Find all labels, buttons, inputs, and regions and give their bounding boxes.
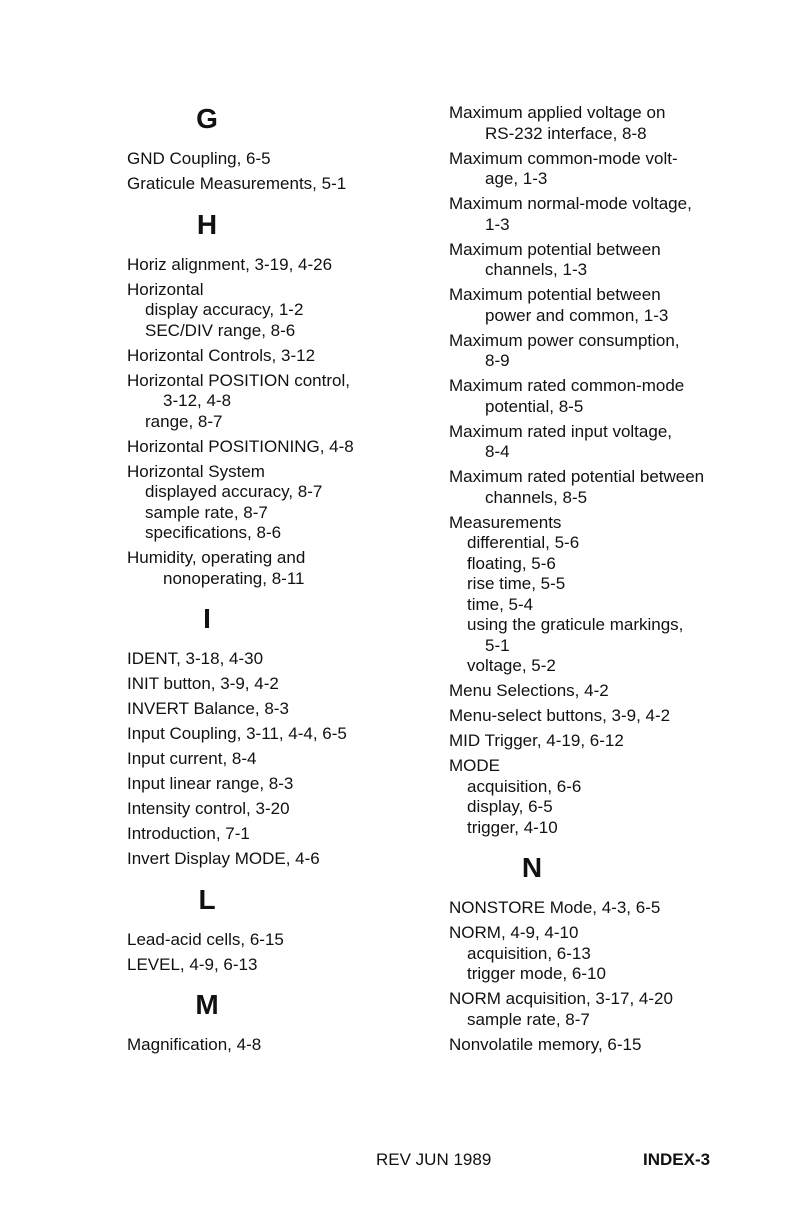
- index-term: Maximum potential between: [449, 239, 661, 259]
- index-subterm: age, 1-3: [485, 169, 548, 188]
- index-section: [127, 103, 417, 195]
- index-subterm: 1-3: [485, 214, 510, 234]
- index-term: Nonvolatile memory, 6-15: [449, 1034, 642, 1054]
- index-subterm: 5-1: [485, 635, 510, 655]
- index-term: Input linear range, 8-3: [127, 774, 294, 793]
- index-term: Intensity control, 3-20: [127, 799, 290, 818]
- index-entry: [449, 103, 749, 144]
- index-entry: [127, 699, 417, 720]
- index-term: Input Coupling, 3-11, 4-4, 6-5: [127, 724, 347, 743]
- index-section: [127, 989, 417, 1056]
- index-subterm: channels, 8-5: [485, 487, 588, 507]
- revision-date: REV JUN 1989: [376, 1150, 492, 1169]
- index-entry: [127, 774, 417, 795]
- index-entry: [449, 285, 749, 326]
- index-term: Horizontal System: [127, 461, 265, 481]
- index-term: INVERT Balance, 8-3: [127, 699, 289, 718]
- index-entry: [449, 898, 749, 919]
- index-entry: [449, 376, 749, 417]
- index-entry: [127, 149, 417, 170]
- index-term: MODE: [449, 756, 500, 775]
- index-term: Menu Selections, 4-2: [449, 681, 609, 700]
- index-entry: [127, 255, 417, 276]
- section-letter-heading: L: [198, 883, 216, 915]
- index-subterm: trigger, 4-10: [467, 817, 558, 837]
- index-term: NORM, 4-9, 4-10: [449, 923, 579, 942]
- index-subterm: display, 6-5: [467, 797, 553, 816]
- index-subterm: acquisition, 6-13: [467, 943, 591, 963]
- index-term: LEVEL, 4-9, 6-13: [127, 954, 258, 974]
- index-entry: [449, 731, 749, 752]
- index-subterm: acquisition, 6-6: [467, 776, 582, 796]
- index-subterm: time, 5-4: [467, 594, 534, 614]
- index-entry: [449, 194, 749, 235]
- section-letter-heading: G: [196, 103, 218, 134]
- index-subterm: power and common, 1-3: [485, 305, 669, 325]
- index-entry: [449, 331, 749, 372]
- index-entry: [127, 548, 417, 589]
- index-subterm: nonoperating, 8-11: [163, 568, 305, 588]
- index-entry: [127, 346, 417, 367]
- index-term: Input current, 8-4: [127, 749, 257, 768]
- index-term: Maximum power consumption,: [449, 330, 680, 350]
- index-subterm: range, 8-7: [145, 411, 223, 431]
- index-term: Magnification, 4-8: [127, 1035, 262, 1054]
- index-subterm: voltage, 5-2: [467, 656, 556, 675]
- index-entry: [449, 467, 749, 508]
- index-term: Horizontal Controls, 3-12: [127, 345, 316, 365]
- section-letter-heading: N: [521, 852, 543, 883]
- index-entry: [127, 1035, 417, 1056]
- index-entry: [127, 955, 417, 976]
- index-entry: [127, 799, 417, 820]
- index-term: Maximum rated common-mode: [449, 376, 685, 395]
- index-term: Maximum applied voltage on: [449, 103, 666, 122]
- index-entry: [449, 706, 749, 727]
- index-term: Maximum rated potential between: [449, 467, 705, 486]
- index-entry: [127, 930, 417, 951]
- index-subterm: SEC/DIV range, 8-6: [145, 320, 296, 340]
- index-subterm: 8-9: [485, 351, 510, 370]
- index-subterm: 3-12, 4-8: [163, 391, 232, 410]
- index-entry: [449, 422, 749, 463]
- index-term: Horizontal POSITIONING, 4-8: [127, 436, 354, 456]
- index-term: GND Coupling, 6-5: [127, 149, 271, 168]
- index-entry: [127, 849, 417, 870]
- index-subterm: specifications, 8-6: [145, 523, 282, 542]
- section-letter-heading: H: [196, 208, 218, 240]
- index-entry: [127, 174, 417, 195]
- index-entry: [127, 462, 417, 544]
- index-entry: [127, 824, 417, 845]
- index-term: Maximum common-mode volt-: [449, 148, 678, 168]
- index-entry: [127, 437, 417, 458]
- index-entry: [449, 149, 749, 190]
- index-term: INIT button, 3-9, 4-2: [127, 674, 279, 693]
- index-entry: [449, 756, 749, 838]
- index-column-right: [449, 103, 749, 1069]
- index-term: IDENT, 3-18, 4-30: [127, 649, 264, 668]
- index-subterm: using the graticule markings,: [467, 615, 684, 634]
- index-term: NONSTORE Mode, 4-3, 6-5: [449, 898, 661, 917]
- index-entry: [449, 1035, 749, 1056]
- section-letter-heading: I: [203, 603, 211, 634]
- index-subterm: channels, 1-3: [485, 260, 588, 279]
- index-term: Horizontal POSITION control,: [127, 370, 350, 390]
- index-term: MID Trigger, 4-19, 6-12: [449, 731, 624, 750]
- index-section: [449, 103, 749, 838]
- index-column-left: [127, 103, 417, 1070]
- index-term: Maximum rated input voltage,: [449, 421, 672, 441]
- index-entry: [127, 724, 417, 745]
- index-section: [127, 209, 417, 590]
- index-subterm: rise time, 5-5: [467, 574, 566, 593]
- index-entry: [127, 674, 417, 695]
- index-term: Maximum potential between: [449, 285, 661, 304]
- index-subterm: floating, 5-6: [467, 553, 556, 573]
- index-entry: [449, 923, 749, 985]
- index-term: Maximum normal-mode voltage,: [449, 194, 692, 213]
- index-subterm: RS-232 interface, 8-8: [485, 123, 647, 143]
- index-entry: [449, 513, 749, 677]
- index-entry: [449, 989, 749, 1030]
- index-subterm: trigger mode, 6-10: [467, 964, 606, 983]
- index-subterm: display accuracy, 1-2: [145, 300, 304, 319]
- index-term: Humidity, operating and: [127, 548, 306, 567]
- index-entry: [127, 280, 417, 342]
- index-term: Introduction, 7-1: [127, 824, 250, 843]
- index-term: Horiz alignment, 3-19, 4-26: [127, 254, 333, 274]
- index-subterm: 8-4: [485, 442, 510, 461]
- index-section: [127, 603, 417, 870]
- index-term: Invert Display MODE, 4-6: [127, 849, 320, 868]
- index-term: NORM acquisition, 3-17, 4-20: [449, 989, 673, 1008]
- index-entry: [449, 681, 749, 702]
- index-entry: [127, 749, 417, 770]
- page-number: INDEX-3: [643, 1150, 711, 1169]
- index-entry: [449, 240, 749, 281]
- index-subterm: sample rate, 8-7: [145, 502, 268, 522]
- index-term: Graticule Measurements, 5-1: [127, 174, 347, 193]
- index-subterm: potential, 8-5: [485, 396, 584, 416]
- section-letter-heading: M: [195, 989, 219, 1020]
- index-entry: [127, 649, 417, 670]
- index-section: [127, 884, 417, 976]
- index-term: Measurements: [449, 512, 562, 532]
- index-term: Menu-select buttons, 3-9, 4-2: [449, 706, 671, 725]
- index-term: Horizontal: [127, 279, 204, 299]
- index-subterm: sample rate, 8-7: [467, 1009, 590, 1029]
- index-section: [449, 852, 749, 1055]
- index-term: Lead-acid cells, 6-15: [127, 929, 284, 949]
- index-subterm: displayed accuracy, 8-7: [145, 482, 323, 501]
- index-subterm: differential, 5-6: [467, 533, 580, 552]
- index-entry: [127, 371, 417, 433]
